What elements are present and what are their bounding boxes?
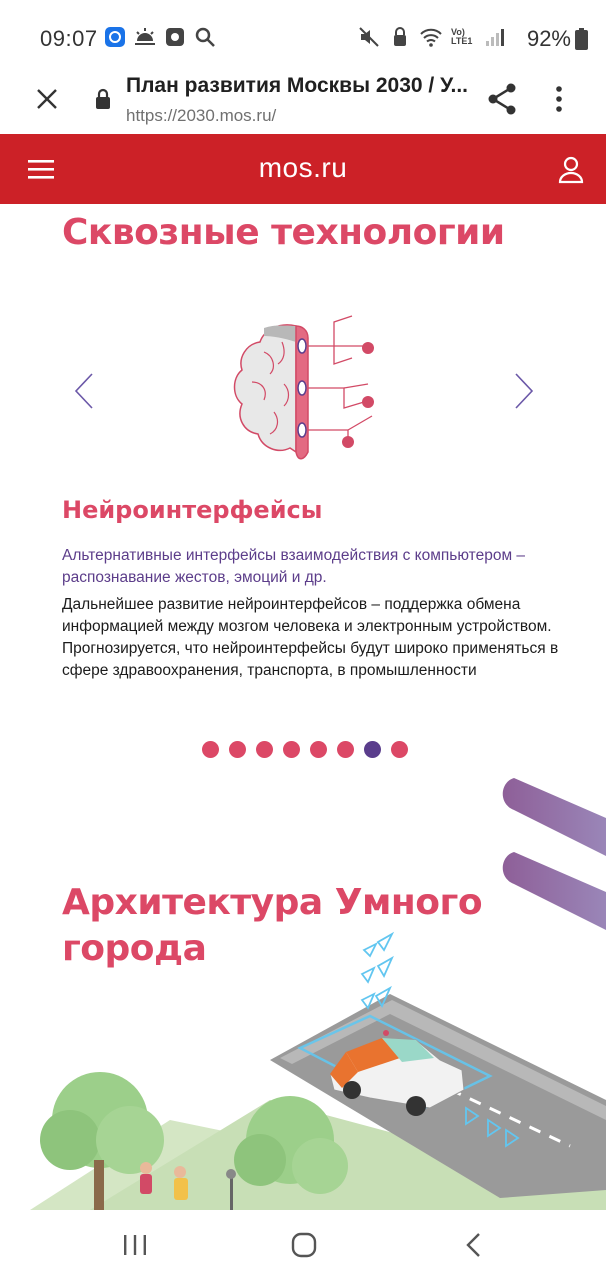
user-icon[interactable]: [558, 156, 584, 184]
carousel-dot[interactable]: [364, 741, 381, 758]
browser-toolbar: [0, 64, 606, 134]
lock-icon: [94, 88, 112, 110]
lte-icon: Vo) LTE1: [451, 27, 473, 46]
section-title-technologies: Сквозные технологии: [62, 212, 505, 253]
carousel-dot[interactable]: [283, 741, 300, 758]
decorative-stripes: [496, 770, 606, 940]
battery-status: [527, 26, 588, 52]
status-icons-left: [104, 26, 216, 48]
more-options-icon[interactable]: [548, 84, 570, 114]
carousel-dot[interactable]: [256, 741, 273, 758]
carousel-dot[interactable]: [202, 741, 219, 758]
mute-icon: [358, 26, 380, 48]
status-icons-right: [358, 26, 506, 48]
recent-apps-icon[interactable]: [122, 1234, 148, 1256]
site-header: [0, 134, 606, 204]
wifi-icon: [420, 26, 442, 48]
battery-icon: [575, 28, 588, 50]
weather-icon: [134, 26, 156, 48]
app-icon: [104, 26, 126, 48]
site-logo[interactable]: mos.ru: [258, 152, 348, 183]
carousel-next-arrow-icon[interactable]: [512, 372, 536, 410]
carousel-dot[interactable]: [310, 741, 327, 758]
back-icon[interactable]: [464, 1232, 484, 1258]
signal-icon: [484, 26, 506, 48]
slide-subtitle: Альтернативные интерфейсы взаимодействия с компьютером – распознавание жестов, эмоций и др.: [62, 547, 526, 586]
section-title-smart-city: Архитектура Умного города: [62, 882, 483, 969]
brain-interface-illustration: [224, 312, 384, 472]
close-icon[interactable]: [34, 86, 60, 112]
carousel-dot[interactable]: [229, 741, 246, 758]
lock-notif-icon: [389, 26, 411, 48]
system-nav-bar: [0, 1210, 606, 1280]
carousel-dot[interactable]: [337, 741, 354, 758]
search-icon: [194, 26, 216, 48]
smart-city-illustration: [30, 930, 606, 1210]
carousel-dot[interactable]: [391, 741, 408, 758]
status-time: 09:07: [40, 26, 98, 51]
carousel-prev-arrow-icon[interactable]: [72, 372, 96, 410]
home-icon[interactable]: [290, 1231, 318, 1259]
share-icon[interactable]: [486, 82, 518, 116]
slide-body: Дальнейшее развитие нейроинтерфейсов – поддержка обмена информацией между мозгом человека и электронным устройством. Прогнозируется, что нейроинтерфейсы будут широко применяться в сфере здравоохранения, транспорта, в промышленности: [62, 596, 559, 679]
slide-heading: Нейроинтерфейсы: [62, 496, 323, 524]
page-title[interactable]: План развития Москвы 2030 / У...: [126, 74, 469, 97]
carousel-pagination: [202, 741, 408, 758]
gallery-icon: [164, 26, 186, 48]
page-url[interactable]: https://2030.mos.ru/: [126, 106, 277, 125]
battery-level: 92%: [526, 26, 571, 51]
